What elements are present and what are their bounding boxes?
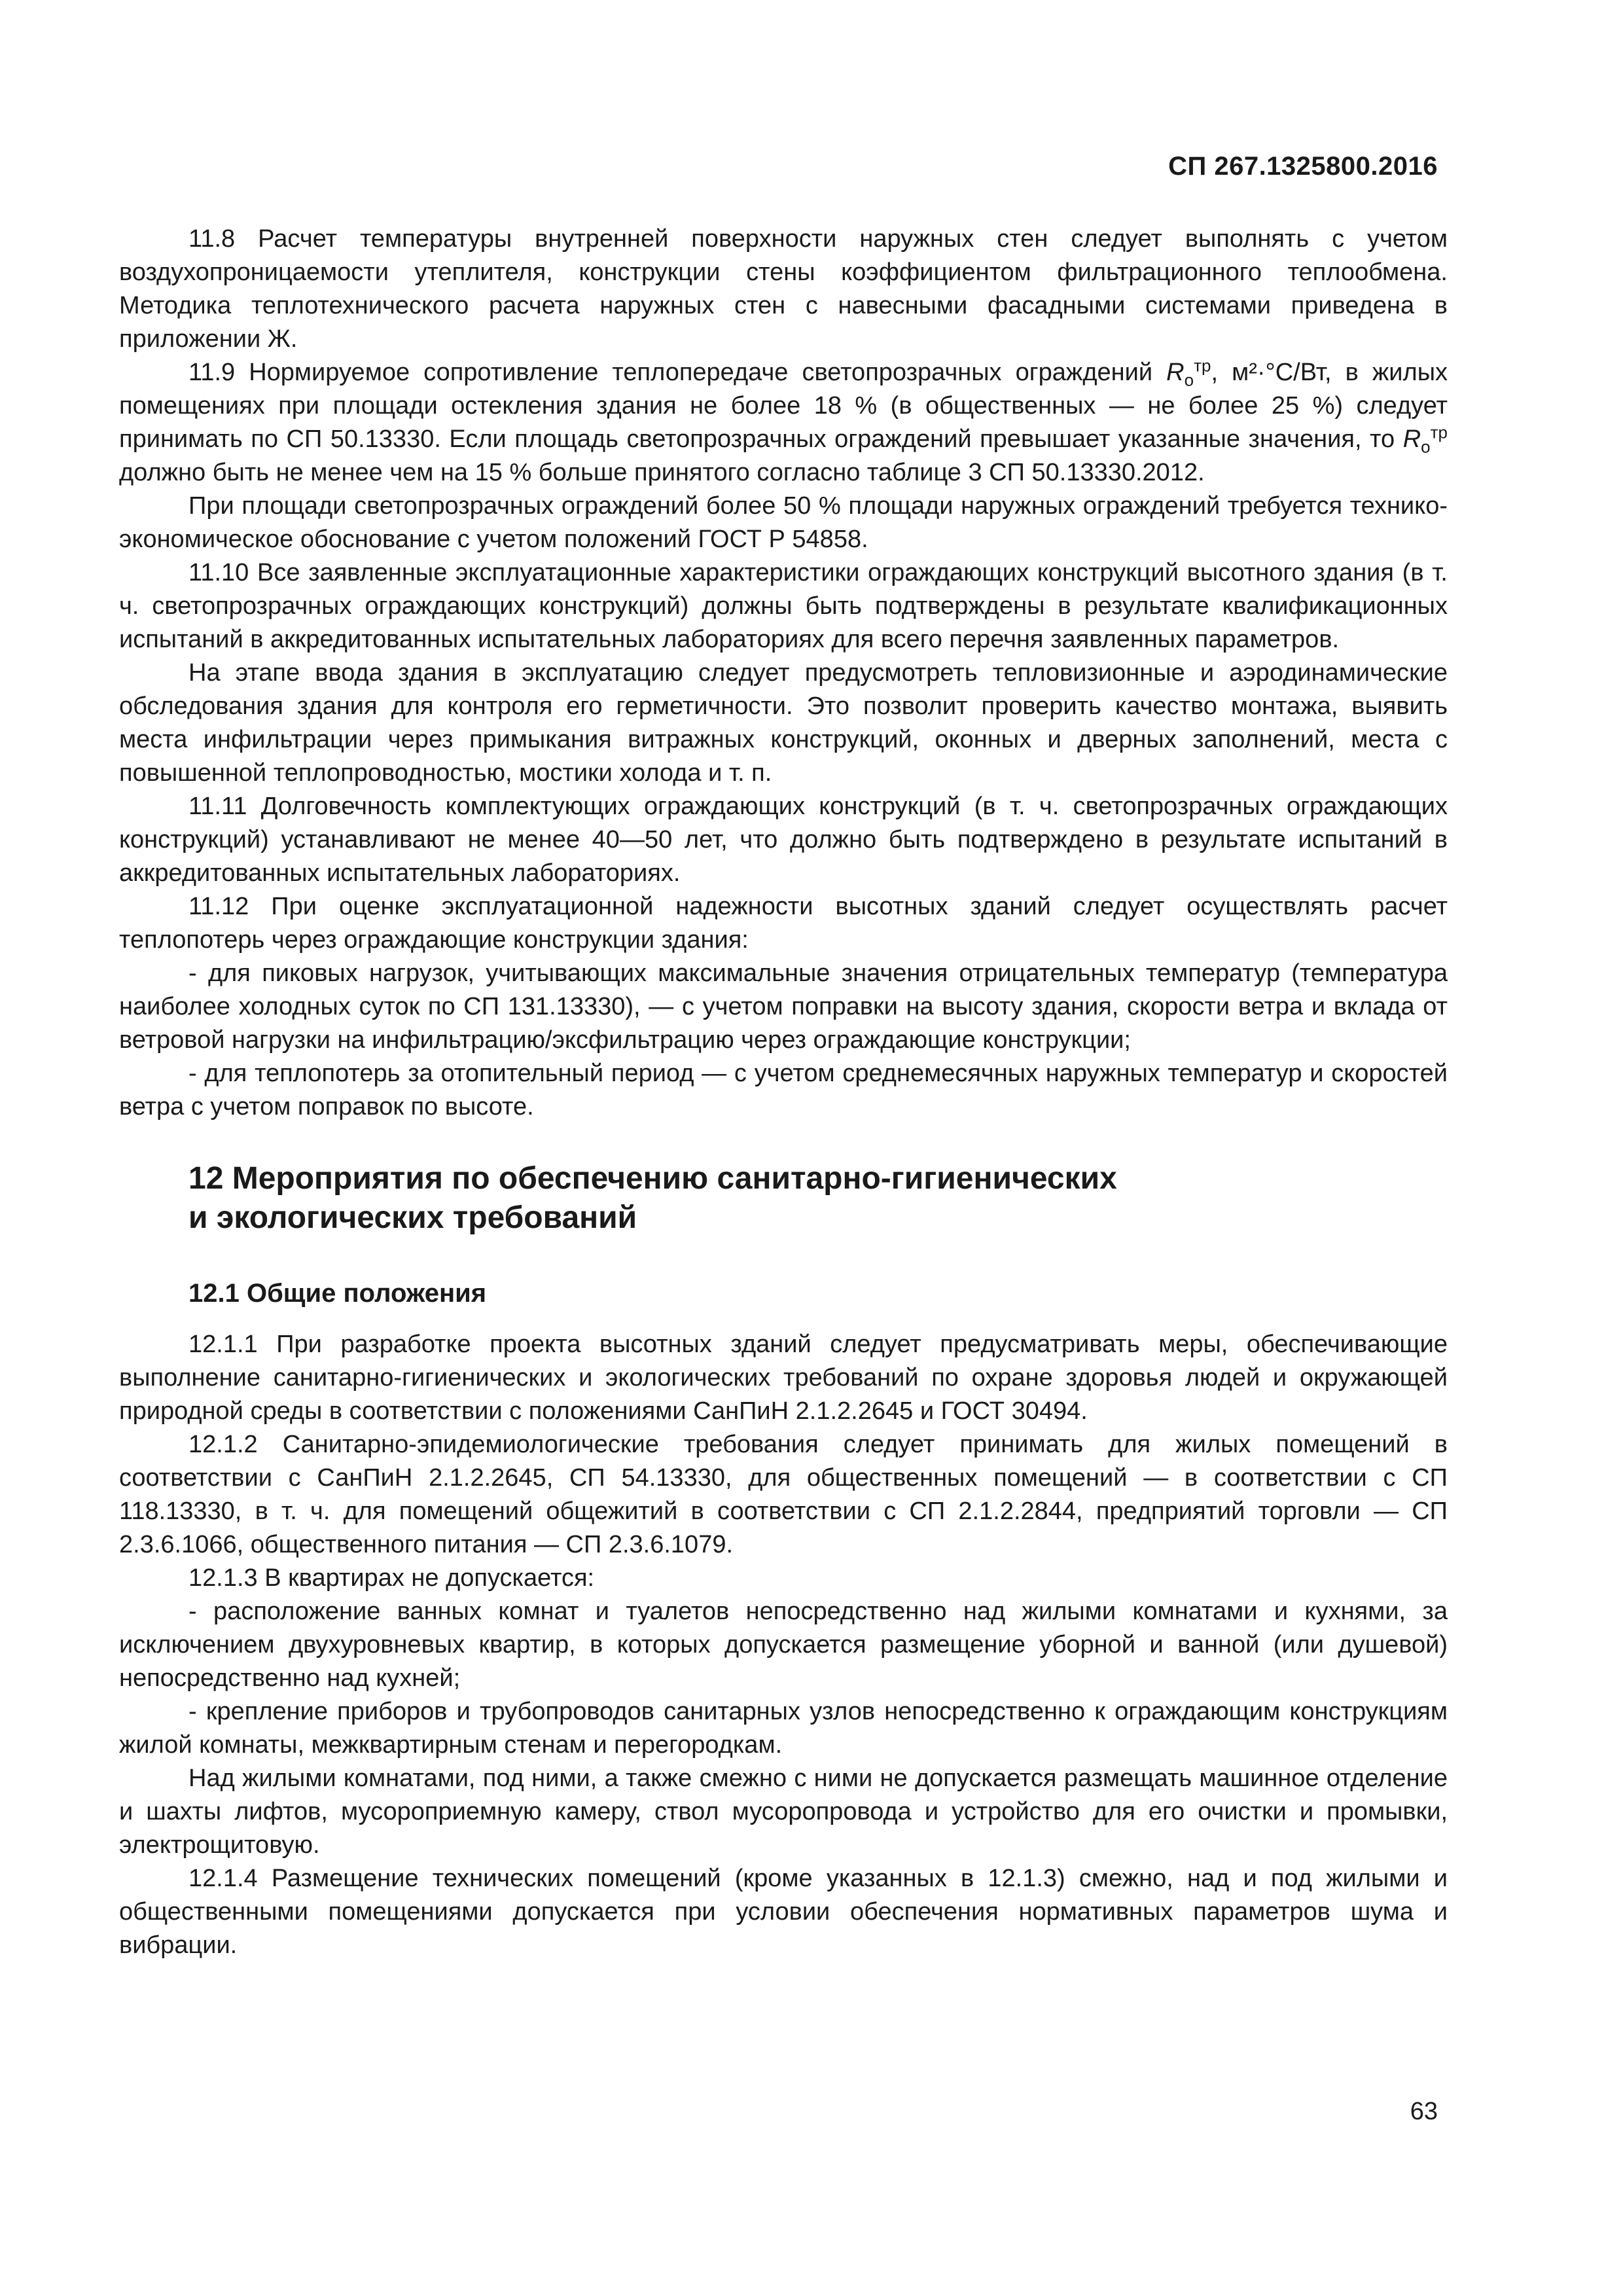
section-12-title bbox=[188, 1159, 1448, 1238]
section-title-line-1: 12 Мероприятия по обеспечению санитарно-гигиенических bbox=[188, 1161, 1117, 1196]
symbol-r-second: R bbox=[1402, 425, 1421, 453]
paragraph-machine-room: Над жилыми комнатами, под ними, а также смежно с ними не допускается размещать машинное отделение и шахты лифтов, мусороприемную камеру, ствол мусоропровода и устройство для его очистки и промывки, электрощитовую. bbox=[119, 1765, 1448, 1859]
paragraph-11-9-text-start: 11.9 Нормируемое сопротивление теплопередаче светопрозрачных ограждений bbox=[188, 359, 1167, 386]
symbol-r-subscript: о bbox=[1184, 370, 1194, 390]
page-number: 63 bbox=[1410, 2098, 1438, 2125]
list-item-heating-period: - для теплопотерь за отопительный период — с учетом среднемесячных наружных температур и скоростей ветра с учетом поправок по высоте. bbox=[119, 1060, 1448, 1121]
paragraph-11-11: 11.11 Долговечность комплектующих ограждающих конструкций (в т. ч. светопрозрачных ограждающих конструкций) устанавливают не менее 40—50 лет, что должно быть подтверждено в результате испытаний в аккредитованных испытательных лабораториях. bbox=[119, 793, 1448, 887]
paragraph-11-10: 11.10 Все заявленные эксплуатационные характеристики ограждающих конструкций высотного здания (в т. ч. светопрозрачных ограждающих конструкций) должны быть подтверждены в результате квалификационных испытаний в аккредитованных испытательных лабораториях для всего перечня заявленных параметров. bbox=[119, 559, 1448, 653]
section-title-line-2: и экологических требований bbox=[188, 1200, 637, 1235]
paragraph-11-8: 11.8 Расчет температуры внутренней поверхности наружных стен следует выполнять с учетом воздухопроницаемости утеплителя, конструкции стены коэффициентом фильтрационного теплообмена. Методика теплотехнического расчета наружных стен с навесными фасадными системами приведена в приложении Ж. bbox=[119, 225, 1448, 353]
list-item-peak-loads: - для пиковых нагрузок, учитывающих максимальные значения отрицательных температур (температура наиболее холодных суток по СП 131.13330), — с учетом поправки на высоту здания, скорости ветра и вклада от ветровой нагрузки на инфильтрацию/эксфильтрацию через ограждающие конструкции; bbox=[119, 960, 1448, 1054]
subsection-12-1-title: 12.1 Общие положения bbox=[188, 1279, 487, 1308]
paragraph-glazing-area: При площади светопрозрачных ограждений более 50 % площади наружных ограждений требуется технико-экономическое обоснование с учетом положений ГОСТ Р 54858. bbox=[119, 492, 1448, 553]
page-content bbox=[119, 223, 1448, 1962]
symbol-r-second-superscript: тр bbox=[1430, 422, 1448, 442]
paragraph-12-1-1: 12.1.1 При разработке проекта высотных зданий следует предусматривать меры, обеспечивающие выполнение санитарно-гигиенических и экологических требований по охране здоровья людей и окружающей природной среды в соответствии с положениями СанПиН 2.1.2.2645 и ГОСТ 30494. bbox=[119, 1331, 1448, 1425]
list-item-fixtures: - крепление приборов и трубопроводов санитарных узлов непосредственно к ограждающим конструкциям жилой комнаты, межквартирным стенам и перегородкам. bbox=[119, 1698, 1448, 1759]
paragraph-12-1-2: 12.1.2 Санитарно-эпидемиологические требования следует принимать для жилых помещений в соответствии с СанПиН 2.1.2.2645, СП 54.13330, для общественных помещений — в соответствии с СП 118.13330, в т. ч. для помещений общежитий в соответствии с СП 2.1.2.2844, предприятий торговли — СП 2.3.6.1066, общественного питания — СП 2.3.6.1079. bbox=[119, 1431, 1448, 1558]
list-item-bathrooms: - расположение ванных комнат и туалетов непосредственно над жилыми комнатами и кухнями, за исключением двухуровневых квартир, в которых допускается размещение уборной и ванной (или душевой) непосредственно над кухней; bbox=[119, 1598, 1448, 1692]
symbol-r-superscript: тр bbox=[1194, 355, 1211, 376]
paragraph-11-9 bbox=[119, 356, 1448, 490]
document-code: СП 267.1325800.2016 bbox=[1168, 152, 1438, 181]
paragraph-12-1-3: 12.1.3 В квартирах не допускается: bbox=[188, 1564, 595, 1592]
symbol-r: R bbox=[1166, 359, 1185, 386]
paragraph-11-12: 11.12 При оценке эксплуатационной надежности высотных зданий следует осуществлять расчет теплопотерь через ограждающие конструкции здания: bbox=[119, 893, 1448, 954]
symbol-r-second-subscript: о bbox=[1421, 437, 1431, 457]
paragraph-11-9-text-end: должно быть не менее чем на 15 % больше принятого согласно таблице 3 СП 50.13330.2012. bbox=[119, 459, 1205, 486]
paragraph-11-9-text-middle: , м²·°С/Вт, в жилых помещениях при площади остекления здания не более 18 % (в общественных — не более 25 %) следует принимать по СП 50.13330. Если площадь светопрозрачных ограждений превышает указанные значения, то bbox=[119, 359, 1448, 453]
paragraph-commissioning: На этапе ввода здания в эксплуатацию следует предусмотреть тепловизионные и аэродинамические обследования здания для контроля его герметичности. Это позволит проверить качество монтажа, выявить места инфильтрации через примыкания витражных конструкций, оконных и дверных заполнений, места с повышенной теплопроводностью, мостики холода и т. п. bbox=[119, 659, 1448, 787]
paragraph-12-1-4: 12.1.4 Размещение технических помещений (кроме указанных в 12.1.3) смежно, над и под жилыми и общественными помещениями допускается при условии обеспечения нормативных параметров шума и вибрации. bbox=[119, 1865, 1448, 1959]
